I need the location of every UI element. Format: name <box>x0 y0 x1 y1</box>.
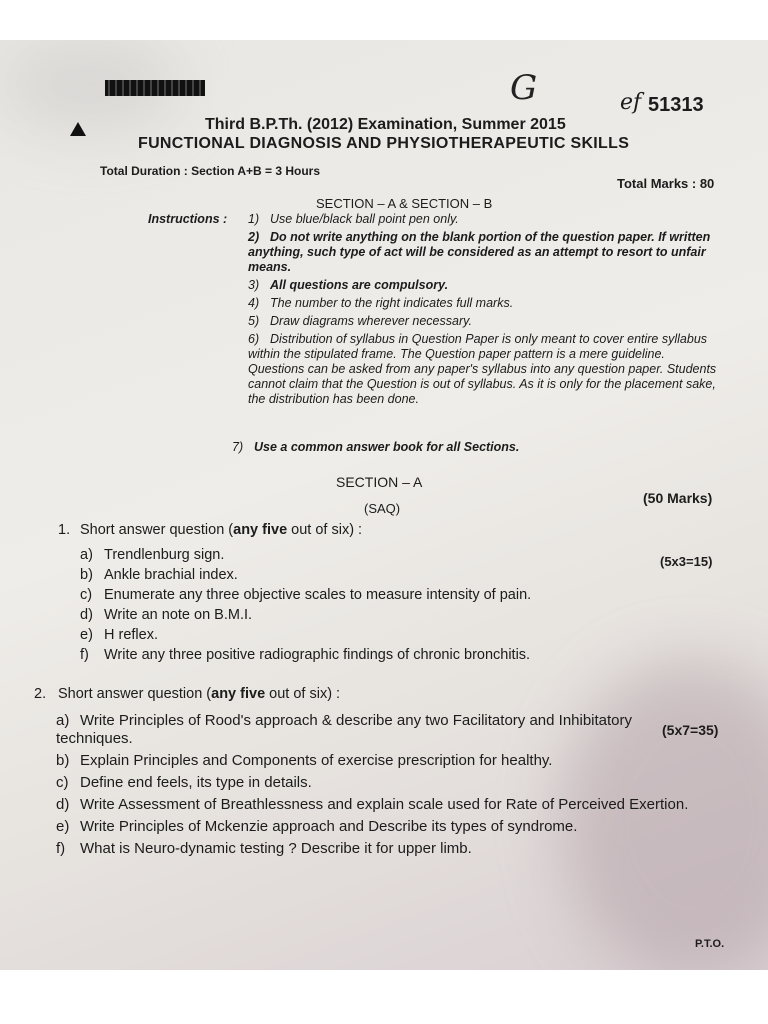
q2-stem: 2. Short answer question (any five out of six) : <box>34 686 341 702</box>
list-item: f) What is Neuro-dynamic testing ? Describe it for upper limb. <box>56 840 472 857</box>
pto-label: P.T.O. <box>695 938 725 950</box>
instructions-label: Instructions : <box>148 212 228 226</box>
list-item: b) Explain Principles and Components of exercise prescription for healthy. <box>56 752 553 769</box>
instruction-item: 1) Use blue/black ball point pen only. <box>248 212 459 226</box>
instruction-item: 3) All questions are compulsory. <box>248 278 449 292</box>
barcode <box>105 80 205 96</box>
exam-title: Third B.P.Th. (2012) Examination, Summer 2015 <box>205 116 566 133</box>
list-item: c) Define end feels, its type in details. <box>56 774 312 791</box>
pen-mark: ef <box>620 90 642 115</box>
list-item: d) Write Assessment of Breathlessness and explain scale used for Rate of Perceived Exertion. <box>56 796 689 813</box>
sections-heading: SECTION – A & SECTION – B <box>316 196 493 211</box>
instructions-list <box>248 212 718 410</box>
list-item: e) Write Principles of Mckenzie approach and Describe its types of syndrome. <box>56 818 578 835</box>
paper-code: 51313 <box>648 94 704 116</box>
q1-parts <box>80 545 660 665</box>
q1-stem: 1. Short answer question (any five out of six) : <box>58 522 363 538</box>
total-duration: Total Duration : Section A+B = 3 Hours <box>100 164 321 178</box>
handwritten-mark: G <box>510 68 538 108</box>
q2-marks: (5x7=35) <box>662 722 719 738</box>
section-a-marks: (50 Marks) <box>643 490 713 506</box>
triangle-marker-icon <box>70 122 86 136</box>
instruction-item: 4) The number to the right indicates full marks. <box>248 296 514 310</box>
exam-sheet <box>0 40 768 970</box>
instruction-item: 5) Draw diagrams wherever necessary. <box>248 314 472 328</box>
instruction-item: 7) Use a common answer book for all Sections. <box>232 440 520 454</box>
list-item: f) Write any three positive radiographic findings of chronic bronchitis. <box>80 647 531 663</box>
list-item: c) Enumerate any three objective scales to measure intensity of pain. <box>80 587 532 603</box>
instruction-item: 6) Distribution of syllabus in Question Paper is only meant to cover entire syllabus within the stipulated frame. The Question paper pattern is a mere guideline. Questions can be asked from any paper's syllabus into any question paper. Students cannot claim that the Question is out of syllabus. As it is only for the placement sake, the distribution has been done. <box>248 332 717 406</box>
subject-title: FUNCTIONAL DIAGNOSIS AND PHYSIOTHERAPEUTIC SKILLS <box>138 135 630 152</box>
list-item: a) Trendlenburg sign. <box>80 547 225 563</box>
section-a-subtitle: (SAQ) <box>364 501 401 516</box>
total-marks: Total Marks : 80 <box>617 176 715 191</box>
q1-marks: (5x3=15) <box>660 554 713 569</box>
q2-parts <box>56 712 696 862</box>
list-item: d) Write an note on B.M.I. <box>80 607 253 623</box>
list-item: e) H reflex. <box>80 627 158 643</box>
list-item: b) Ankle brachial index. <box>80 567 238 583</box>
instruction-item: 2) Do not write anything on the blank portion of the question paper. If written anything, such type of act will be considered as an attempt to resort to unfair means. <box>248 230 711 274</box>
list-item: a) Write Principles of Rood's approach & describe any two Facilitatory and Inhibitatory techniques. <box>56 712 633 747</box>
section-a-title: SECTION – A <box>336 474 423 490</box>
